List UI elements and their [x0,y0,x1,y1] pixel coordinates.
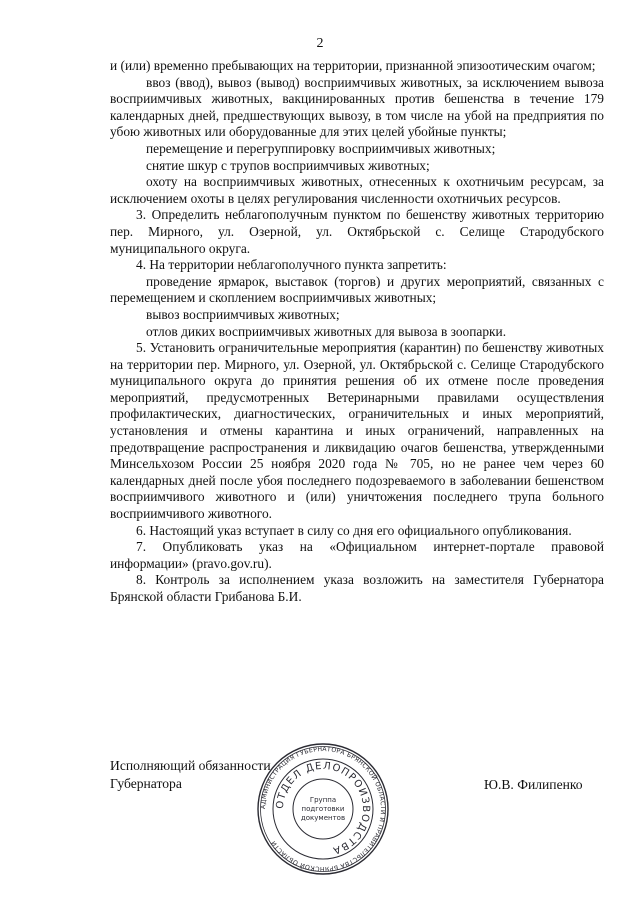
signature-block [110,757,271,793]
paragraph-1: и (или) временно пребывающих на территории, признанной эпизоотическим очагом; [110,58,596,73]
paragraph-12: 6. Настоящий указ вступает в силу со дня его официального опубликования. [136,522,572,538]
paragraph-8: проведение ярмарок, выставок (торгов) и других мероприятий, связанных с перемещением и скоплением восприимчивых животных; [110,273,604,306]
signature-title-line2: Губернатора [110,776,182,791]
page-number: 2 [316,36,324,51]
paragraph-5: охоту на восприимчивых животных, отнесенных к охотничьим ресурсам, за исключением охоты в целях регулирования численности охотничьих ресурсов. [110,174,604,206]
svg-text:АДМИНИСТРАЦИЯ ГУБЕРНАТОРА БРЯН: АДМИНИСТРАЦИЯ ГУБЕРНАТОРА БРЯНСКОЙ ОБЛАСТИ И ПРАВИТЕЛЬСТВА БРЯНСКОЙ ОБЛАСТИ [259,745,387,873]
paragraph-2: ввоз (ввод), вывоз (вывод) восприимчивых животных, за исключением вывоза восприимчивых животных, вакцинированных против бешенства в течение 179 календарных дней, предшествующих вывозу, в том числе на убой на предприятия по убою животных или оборудованные для этих целей убойные пункты; [110,74,604,140]
paragraph-6: 3. Определить неблагополучным пунктом по бешенству животных территорию пер. Мирного, ул. Озерной, ул. Октябрьской с. Селище Стародубского муниципального округа. [110,207,604,256]
svg-text:Группа: Группа [309,796,337,804]
paragraph-13: 7. Опубликовать указ на «Официальном интернет-портале правовой информации» (pravo.gov.ru). [110,539,604,571]
signature-title-line1: Исполняющий обязанности [110,758,271,773]
paragraph-14: 8. Контроль за исполнением указа возложить на заместителя Губернатора Брянской области Грибанова Б.И. [110,572,604,604]
svg-text:подготовки: подготовки [301,805,345,813]
paragraph-4: снятие шкур с трупов восприимчивых животных; [146,157,430,173]
document-body [110,58,604,606]
official-stamp [256,742,390,876]
svg-text:ОТДЕЛ ДЕЛОПРОИЗВОДСТВА: ОТДЕЛ ДЕЛОПРОИЗВОДСТВА [274,760,372,856]
paragraph-9: вывоз восприимчивых животных; [146,306,340,322]
signature-name: Ю.В. Филипенко [484,777,583,792]
svg-text:документов: документов [300,814,346,822]
paragraph-7: 4. На территории неблагополучного пункта запретить: [136,257,447,273]
paragraph-3: перемещение и перегруппировку восприимчивых животных; [146,140,496,156]
paragraph-11: 5. Установить ограничительные мероприятия (карантин) по бешенству животных на территории пер. Мирного, ул. Озерной, ул. Октябрьской с. Селище Стародубского муниципального округа до принятия решения об их отмене после проведения мероприятий, предусмотренных Ветеринарными правилами осуществления профилактических, диагностических, ограничительных и иных мероприятий, установления и отмены карантина и иных ограничений, направленных на предотвращение распространения и ликвидацию очагов бешенства, утвержденными Минсельхозом России 25 ноября 2020 года № 705, но не ранее чем через 60 календарных дней после убоя последнего подозреваемого в заболевании бешенством восприимчивого животного и (или) уничтожения последнего трупа больного восприимчивого животного. [110,340,604,522]
paragraph-10: отлов диких восприимчивых животных для вывоза в зоопарки. [146,323,507,339]
